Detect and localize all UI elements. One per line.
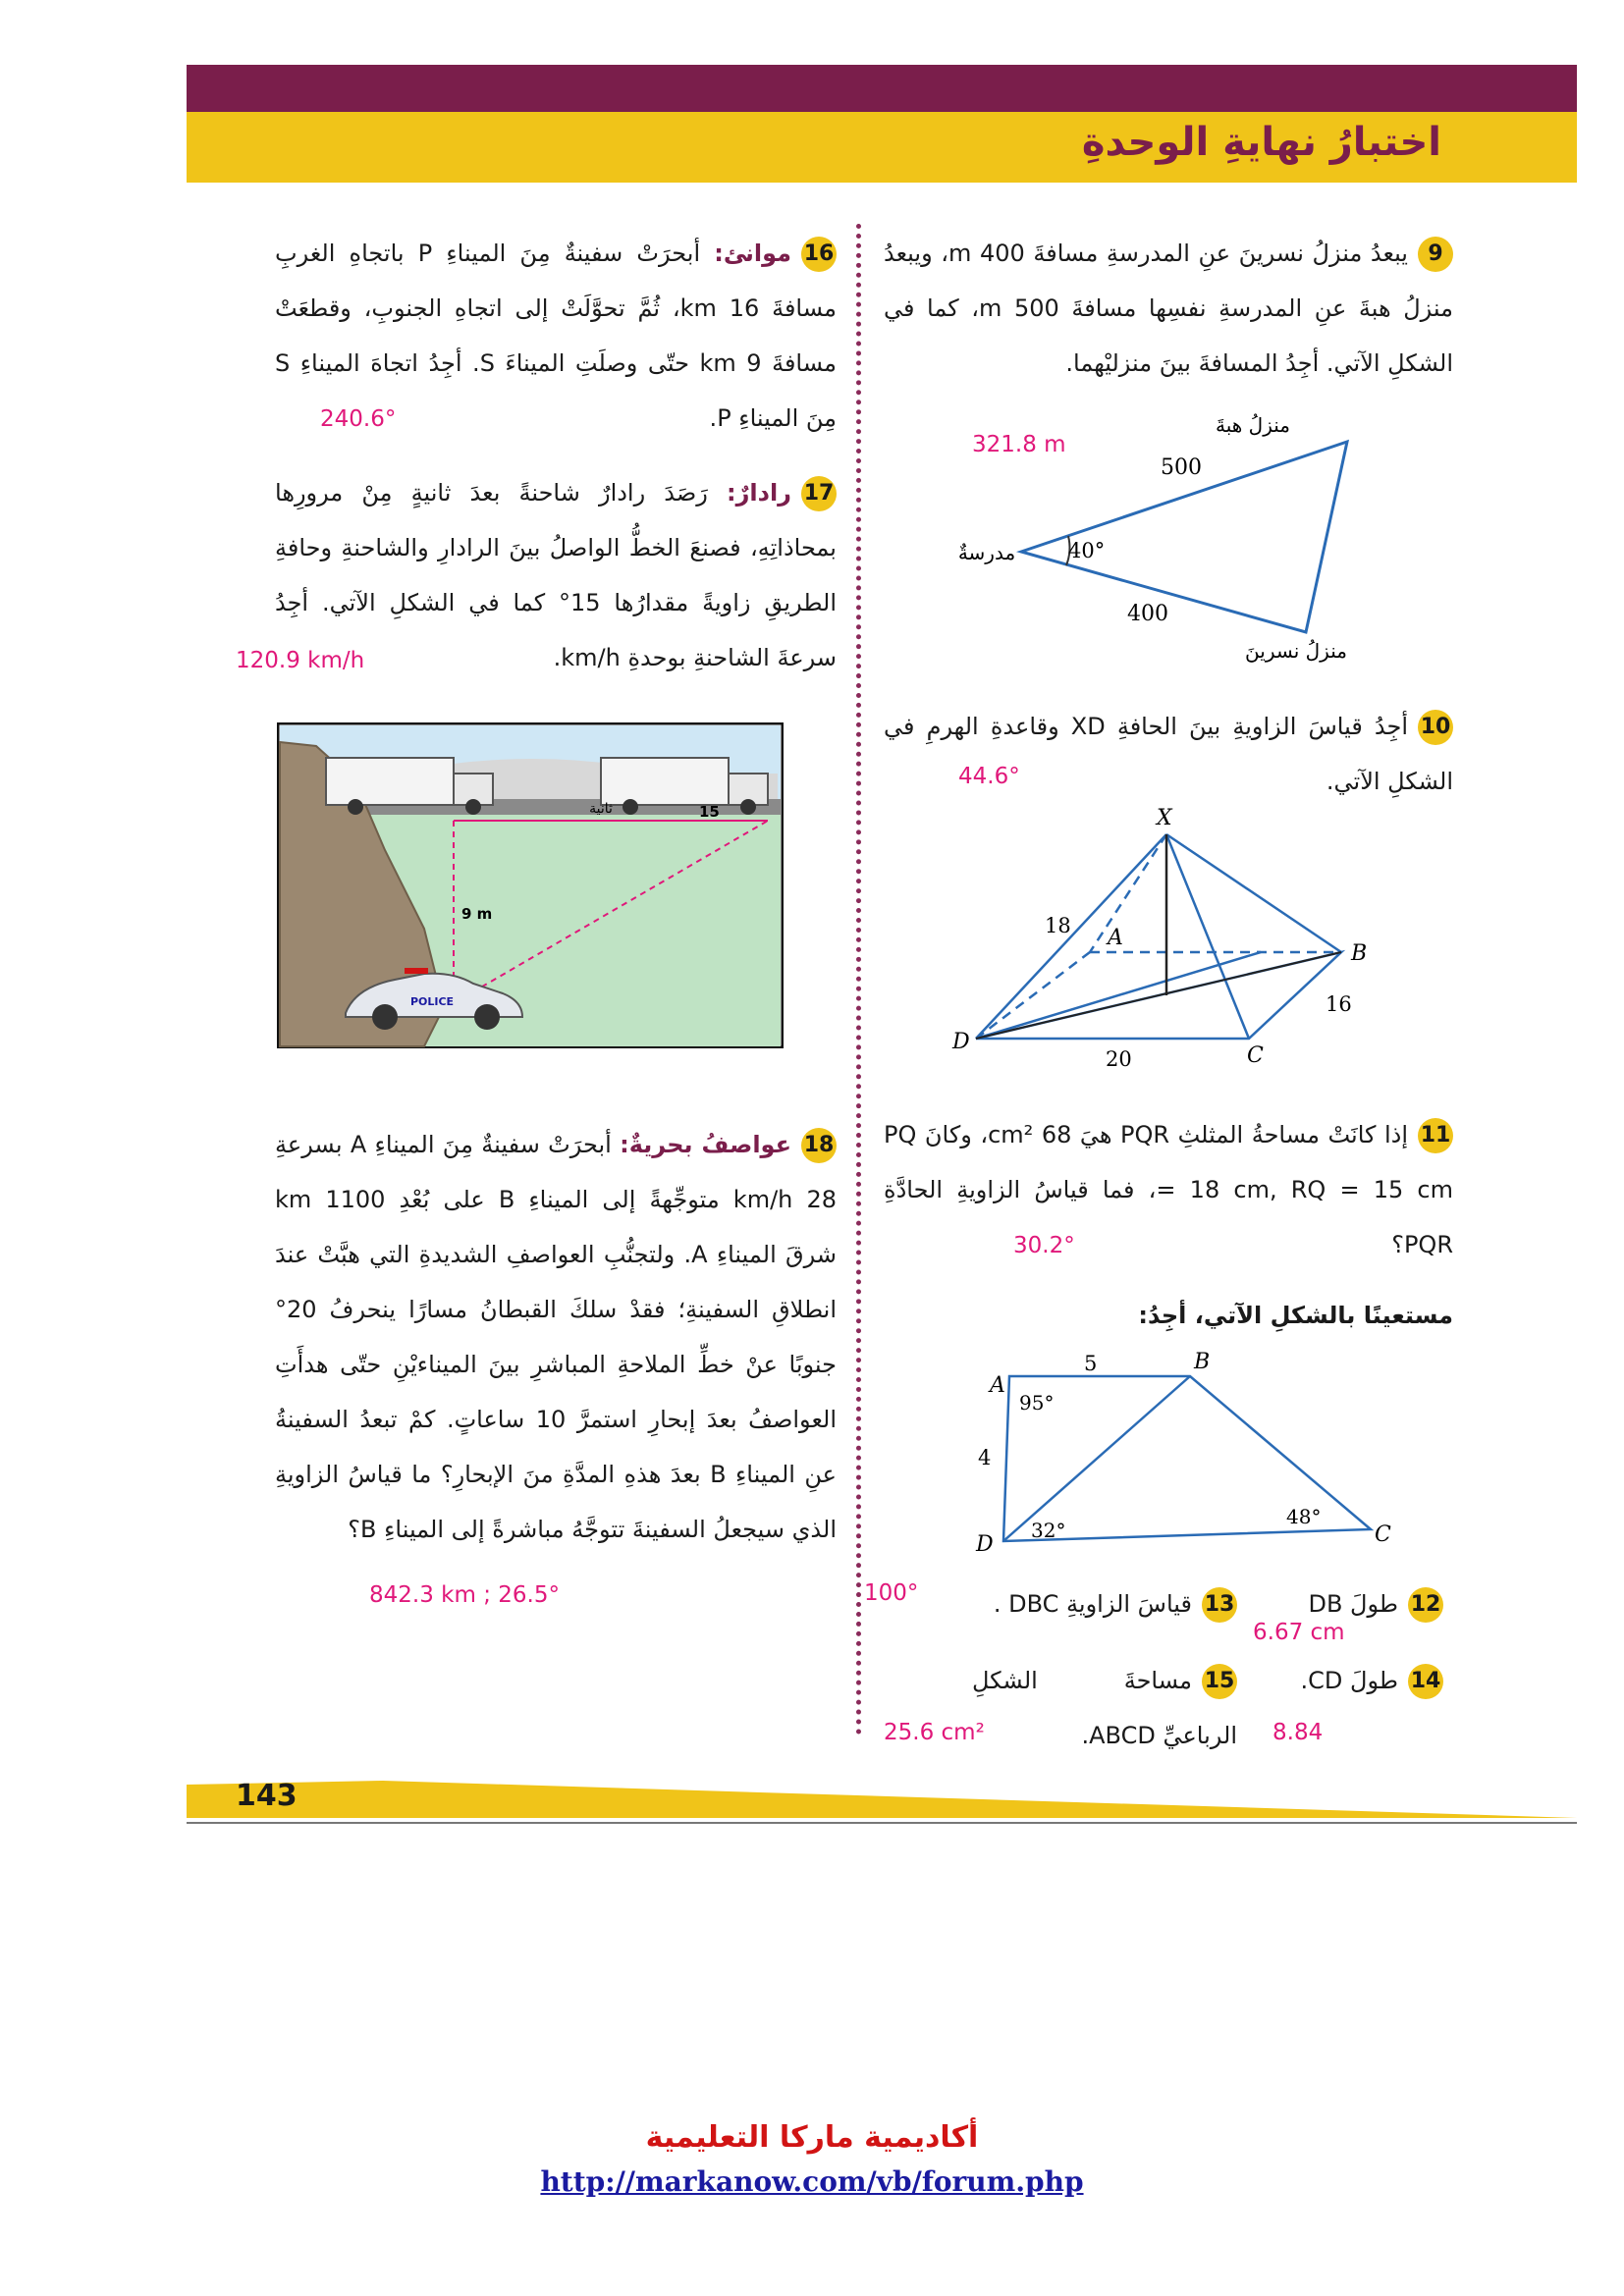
edge-XC <box>1166 834 1249 1039</box>
answer-12: 6.67 cm <box>1253 1620 1345 1645</box>
footer-line <box>187 1822 1577 1824</box>
question-14-text: طولَ CD. <box>1300 1667 1398 1694</box>
academy-name: أكاديمية ماركا التعليمية <box>645 2120 979 2155</box>
side-AD-label: 4 <box>978 1446 992 1469</box>
label-9m: 9 m <box>461 905 493 923</box>
base-diagonal <box>976 952 1341 1039</box>
question-18 <box>275 1117 837 1557</box>
question-number-16: 16 <box>801 237 837 272</box>
side-AB-label: 5 <box>1084 1352 1098 1375</box>
question-15-text: مساحةَ الشكلِ الرباعيِّ ABCD. <box>972 1667 1237 1749</box>
question-18-keyword: عواصفُ بحريةٌ: <box>620 1131 791 1158</box>
question-number-12: 12 <box>1408 1587 1443 1623</box>
question-15 <box>972 1653 1237 1763</box>
vertex-C: C <box>1247 1043 1264 1068</box>
label-house-nisreen: منزلُ نسرينَ <box>1245 639 1347 663</box>
question-16-text: أبحرَتْ سفينةٌ مِنَ الميناءِ P باتجاهِ الغربِ مسافةَ 16 km، ثُمَّ تحوَّلَتْ إلى اتجاهِ الجنوبِ، وقطعَتْ مسافةَ 9 km حتّى وصلَتِ الميناءَ S. أجِدُ اتجاهَ الميناءِ S مِنَ الميناءِ P. <box>275 240 837 432</box>
question-number-15: 15 <box>1202 1664 1237 1699</box>
footer-yellow-wedge <box>187 1781 1577 1818</box>
question-9 <box>884 226 1453 391</box>
question-number-13: 13 <box>1202 1587 1237 1623</box>
question-number-17: 17 <box>801 476 837 511</box>
label-one-second: ثانية <box>589 801 613 817</box>
header-top-band <box>187 65 1577 112</box>
figure-10-pyramid <box>943 805 1394 1070</box>
footer-band <box>187 1775 1577 1818</box>
question-number-11: 11 <box>1418 1118 1453 1153</box>
vertex-B: B <box>1194 1350 1211 1374</box>
answer-11: 30.2° <box>1013 1233 1075 1258</box>
question-number-14: 14 <box>1408 1664 1443 1699</box>
question-18-text: أبحرَتْ سفينةٌ مِنَ الميناءِ A بسرعةِ 28 km/h متوجِّهةً إلى الميناءِ B على بُعْدِ 1100 km شرقَ الميناءِ A. ولتجنُّبِ العواصفِ الشديدةِ التي هبَّتْ عندَ انطلاقِ السفينةِ؛ فقدْ سلكَ القبطانُ مسارًا ينحرفُ 20° جنوبًا عنْ خطِّ الملاحةِ المباشرِ بينَ الميناءيْنِ حتّى هدأَتِ العواصفُ بعدَ إبحارِ استمرَّ 10 ساعاتٍ. كمْ تبعدُ السفينةُ عنِ الميناءِ B بعدَ هذهِ المدَّةِ منَ الإبحارِ؟ ما قياسُ الزاويةِ الذي سيجعلُ السفينةَ تتوجَّهُ مباشرةً إلى الميناءِ B؟ <box>275 1131 838 1543</box>
vertex-D: D <box>976 1532 994 1557</box>
edge-label-20: 20 <box>1106 1047 1132 1070</box>
question-17-text: رَصَدَ رادارٌ شاحنةً بعدَ ثانيةٍ مِنْ مرورِها بمحاذاتِهِ، فصنعَ الخطُّ الواصلُ بينَ الرادارِ والشاحنةِ وحافةِ الطريقِ زاويةً مقدارُها 15° كما في الشكلِ الآتي. أجِدُ سرعةَ الشاحنةِ بوحدةِ km/h. <box>275 479 837 671</box>
angle-C-label: 48° <box>1286 1505 1322 1528</box>
angle-A-label: 95° <box>1019 1391 1055 1415</box>
figure-17-radar <box>277 722 784 1048</box>
vertex-D: D <box>952 1030 970 1054</box>
question-12-text: طولَ DB <box>1308 1590 1398 1618</box>
label-side-500: 500 <box>1161 455 1202 480</box>
vertex-A: A <box>990 1373 1005 1398</box>
question-13 <box>972 1576 1237 1631</box>
label-side-400: 400 <box>1127 602 1168 626</box>
question-16-keyword: موانئ: <box>714 240 792 267</box>
question-11 <box>884 1107 1453 1272</box>
label-angle-15: 15 <box>699 803 720 821</box>
question-9-text: يبعدُ منزلُ نسرينَ عنِ المدرسةِ مسافةَ 400 m، ويبعدُ منزلُ هبةَ عنِ المدرسةِ نفسِها مسافةَ 500 m، كما في الشكلِ الآتي. أجِدُ المسافةَ بينَ منزليْهما. <box>884 240 1454 377</box>
answer-15: 25.6 cm² <box>884 1720 985 1745</box>
question-10-text: أجِدُ قياسَ الزاويةِ بينَ الحافةِ XD وقاعدةِ الهرمِ في الشكلِ الآتي. <box>884 713 1453 795</box>
unit-title: اختبارُ نهايةِ الوحدةِ <box>1081 120 1441 165</box>
question-14 <box>1267 1653 1443 1708</box>
shared-prompt: مستعينًا بالشكلِ الآتي، أجِدُ: <box>1138 1302 1453 1329</box>
police-label: POLICE <box>409 995 455 1008</box>
question-number-18: 18 <box>801 1128 837 1163</box>
question-number-9: 9 <box>1418 237 1453 272</box>
question-11-text: إذا كانَتْ مساحةُ المثلثِ PQR هيَ 68 cm²، وكانَ PQ = 18 cm, RQ = 15 cm، فما قياسُ الزاويةِ الحادَّةِ PQR؟ <box>884 1121 1453 1258</box>
figure-quadrilateral <box>972 1345 1404 1561</box>
answer-18: 842.3 km ; 26.5° <box>369 1582 560 1608</box>
edge-label-18: 18 <box>1045 914 1071 937</box>
edge-XD <box>976 834 1166 1039</box>
column-divider <box>856 224 861 1735</box>
question-17-keyword: رادارٌ: <box>727 479 791 507</box>
answer-14: 8.84 <box>1272 1720 1324 1745</box>
question-13-text: قياسَ الزاويةِ DBC . <box>993 1590 1192 1618</box>
forum-link[interactable]: http://markanow.com/vb/forum.php <box>540 2165 1084 2198</box>
page-number: 143 <box>236 1779 298 1813</box>
edge-label-16: 16 <box>1326 992 1352 1016</box>
label-school: مدرسةٌ <box>957 541 1016 564</box>
figure-9-triangle <box>943 412 1394 667</box>
label-angle-40: 40° <box>1068 539 1106 562</box>
vertex-X: X <box>1157 806 1172 830</box>
vertex-A: A <box>1108 926 1123 950</box>
answer-10: 44.6° <box>958 764 1020 789</box>
answer-16: 240.6° <box>320 406 397 432</box>
angle-D-label: 32° <box>1031 1519 1066 1542</box>
question-10 <box>884 699 1453 809</box>
answer-13: 100° <box>864 1580 919 1606</box>
label-house-hiba: منزلُ هبةَ <box>1216 413 1290 437</box>
answer-9: 321.8 m <box>972 432 1066 457</box>
question-number-10: 10 <box>1418 710 1453 745</box>
vertex-C: C <box>1375 1522 1391 1547</box>
edge-XB <box>1166 834 1341 952</box>
hidden-edge-XA <box>1090 834 1166 952</box>
vertex-B: B <box>1351 941 1368 966</box>
answer-17: 120.9 km/h <box>236 648 365 673</box>
